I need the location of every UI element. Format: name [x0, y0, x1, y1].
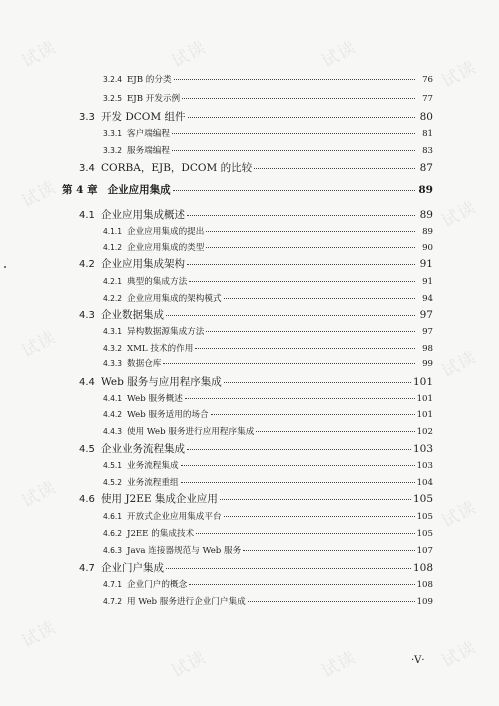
toc-page: 99: [422, 359, 433, 369]
toc-title: 使用 J2EE 集成企业应用: [101, 493, 218, 505]
leader-dots: [188, 117, 416, 118]
leader-dots: [224, 516, 415, 517]
toc-title: 企业业务流程集成: [101, 443, 185, 455]
toc-entry[interactable]: [103, 360, 433, 369]
leader-dots: [206, 331, 415, 332]
toc-entry[interactable]: [103, 328, 433, 337]
toc-page: 103: [416, 461, 433, 471]
toc-title: 企业门户集成: [101, 562, 164, 574]
toc-number: 4.6.1: [103, 512, 123, 521]
toc-title: 用 Web 服务进行企业门户集成: [127, 597, 246, 607]
toc-title: 使用 Web 服务进行应用程序集成: [127, 427, 255, 437]
leader-dots: [195, 348, 415, 349]
toc-number: 4.4.2: [103, 410, 123, 419]
leader-dots: [172, 133, 415, 134]
toc-number: 4.4: [79, 377, 95, 388]
leader-dots: [220, 499, 411, 500]
leader-dots: [166, 315, 415, 316]
leader-dots: [256, 431, 414, 432]
toc-title: 企业应用集成的提出: [127, 227, 205, 237]
toc-title: J2EE 的集成技术: [127, 529, 195, 539]
toc-page: 98: [422, 344, 433, 354]
toc-page: 87: [419, 162, 433, 174]
leader-dots: [196, 533, 414, 534]
toc-page: 97: [419, 309, 433, 321]
toc-title: EJB 开发示例: [127, 94, 181, 104]
leader-dots: [189, 584, 414, 585]
watermark: 试读: [18, 177, 60, 212]
leader-dots: [254, 168, 415, 169]
toc-number: 3.4: [79, 163, 95, 174]
toc-title: 异构数据源集成方法: [127, 327, 205, 337]
toc-entry[interactable]: [103, 295, 433, 304]
toc-page: 105: [412, 493, 433, 505]
scan-speck: [4, 266, 6, 268]
toc-page: 83: [422, 146, 433, 156]
watermark: 试读: [168, 37, 210, 72]
toc-number: 4.2: [79, 259, 95, 270]
toc-title: 企业应用集成的架构模式: [127, 294, 222, 304]
leader-dots: [166, 568, 411, 569]
toc-title: 企业应用集成架构: [101, 258, 185, 270]
toc-number: 3.3: [79, 112, 95, 123]
watermark: 试读: [438, 497, 480, 532]
leader-dots: [187, 215, 415, 216]
toc-chapter-entry[interactable]: [62, 185, 433, 196]
toc-number: 4.1.1: [103, 227, 123, 236]
toc-entry[interactable]: [103, 95, 433, 104]
watermark: 试读: [318, 647, 360, 682]
toc-title: 客户端编程: [127, 129, 170, 139]
toc-number: 4.1.2: [103, 243, 123, 252]
toc-page: 101: [412, 376, 433, 388]
toc-title: Web 服务概述: [127, 394, 183, 404]
toc-page: 107: [416, 546, 433, 556]
toc-page: 89: [419, 209, 433, 221]
toc-page: 94: [422, 294, 433, 304]
toc-entry[interactable]: [103, 228, 433, 237]
watermark: 试读: [318, 37, 360, 72]
toc-page: 81: [422, 129, 433, 139]
toc-chapter-number: 第 4 章: [62, 184, 98, 196]
leader-dots: [181, 465, 415, 466]
toc-number: 4.3.3: [103, 359, 123, 368]
toc-entry[interactable]: [103, 598, 433, 607]
toc-number: 4.5: [79, 444, 95, 455]
leader-dots: [173, 190, 415, 191]
toc-number: 3.2.5: [103, 94, 123, 103]
toc-entry[interactable]: [79, 563, 433, 574]
toc-entry[interactable]: [103, 345, 433, 354]
toc-page: 108: [416, 580, 433, 590]
toc-page: 101: [416, 394, 433, 404]
toc-title: Web 服务与应用程序集成: [101, 376, 222, 388]
toc-title: Java 连接器规范与 Web 服务: [127, 546, 242, 556]
leader-dots: [206, 231, 415, 232]
toc-number: 4.6.2: [103, 529, 123, 538]
leader-dots: [224, 298, 415, 299]
toc-title: 企业应用集成的类型: [127, 243, 205, 253]
toc-number: 4.7: [79, 563, 95, 574]
leader-dots: [182, 98, 415, 99]
watermark: 试读: [438, 197, 480, 232]
toc-title: CORBA，EJB，DCOM 的比较: [101, 162, 253, 174]
leader-dots: [206, 247, 415, 248]
toc-title: EJB 的分类: [127, 75, 172, 85]
toc-number: 4.7.2: [103, 597, 123, 606]
toc-number: 4.6: [79, 494, 95, 505]
leader-dots: [248, 601, 415, 602]
toc-number: 4.3.2: [103, 344, 123, 353]
toc-page: 89: [418, 184, 433, 196]
toc-page: 103: [412, 443, 433, 455]
leader-dots: [185, 398, 415, 399]
toc-page: 102: [416, 427, 433, 437]
toc-number: 3.3.2: [103, 146, 123, 155]
toc-number: 4.5.1: [103, 461, 123, 470]
toc-entry[interactable]: [79, 112, 433, 123]
toc-page: 104: [416, 478, 433, 488]
toc-entry[interactable]: [103, 130, 433, 139]
watermark: 试读: [18, 477, 60, 512]
toc-title: 典型的集成方法: [127, 277, 188, 287]
toc-entry[interactable]: [103, 278, 433, 287]
leader-dots: [211, 414, 415, 415]
toc-page: 76: [422, 75, 433, 85]
watermark: 试读: [18, 37, 60, 72]
toc-number: 3.2.4: [103, 75, 123, 84]
toc-page: 109: [416, 597, 433, 607]
toc-number: 4.3.1: [103, 327, 123, 336]
toc-page: 90: [422, 243, 433, 253]
watermark: 试读: [18, 617, 60, 652]
toc-entry[interactable]: [103, 147, 433, 156]
toc-number: 4.1: [79, 210, 95, 221]
leader-dots: [189, 281, 415, 282]
toc-page: 89: [422, 227, 433, 237]
toc-entry[interactable]: [103, 513, 433, 522]
leader-dots: [187, 449, 411, 450]
toc-entry[interactable]: [103, 395, 433, 404]
watermark: 试读: [438, 57, 480, 92]
leader-dots: [224, 382, 411, 383]
toc-entry[interactable]: [79, 163, 433, 174]
toc-entry[interactable]: [79, 494, 433, 505]
toc-entry[interactable]: [103, 462, 433, 471]
toc-number: 4.5.2: [103, 478, 123, 487]
toc-page: 105: [416, 512, 433, 522]
toc-title: 开发 DCOM 组件: [101, 111, 186, 123]
toc-page: 80: [419, 111, 433, 123]
toc-title: 企业应用集成概述: [101, 209, 185, 221]
toc-entry[interactable]: [103, 428, 433, 437]
toc-entry[interactable]: [103, 244, 433, 253]
toc-title: 服务端编程: [127, 146, 170, 156]
toc-title: XML 技术的作用: [127, 344, 194, 354]
toc-title: 企业数据集成: [101, 309, 164, 321]
toc-title: Web 服务适用的场合: [127, 410, 209, 420]
toc-number: 4.7.1: [103, 580, 123, 589]
leader-dots: [243, 550, 414, 551]
toc-number: 3.3.1: [103, 129, 123, 138]
toc-title: 企业门户的概念: [127, 580, 188, 590]
watermark: 试读: [438, 637, 480, 672]
toc-number: 4.4.3: [103, 427, 123, 436]
toc-page: 91: [419, 258, 433, 270]
leader-dots: [187, 264, 415, 265]
toc-entry[interactable]: [103, 76, 433, 85]
toc-number: 4.4.1: [103, 394, 123, 403]
toc-page: 97: [422, 327, 433, 337]
toc-entry[interactable]: [103, 530, 433, 539]
toc-title: 数据仓库: [127, 359, 162, 369]
toc-page: 77: [422, 94, 433, 104]
toc-title: 开放式企业应用集成平台: [127, 512, 222, 522]
toc-number: 4.6.3: [103, 546, 123, 555]
toc-entry[interactable]: [79, 210, 433, 221]
leader-dots: [172, 150, 415, 151]
watermark: 试读: [18, 327, 60, 362]
page-number: ·V·: [411, 655, 425, 666]
toc-entry[interactable]: [103, 547, 433, 556]
toc-number: 4.2.2: [103, 294, 123, 303]
toc-entry[interactable]: [79, 377, 433, 388]
toc-title: 业务流程集成: [127, 461, 179, 471]
toc-entry[interactable]: [79, 259, 433, 270]
leader-dots: [174, 79, 415, 80]
toc-page: 91: [422, 277, 433, 287]
toc-page: 101: [416, 410, 433, 420]
toc-entry[interactable]: [103, 411, 433, 420]
watermark: 试读: [168, 647, 210, 682]
watermark: 试读: [438, 347, 480, 382]
toc-entry[interactable]: [79, 444, 433, 455]
toc-entry[interactable]: [103, 581, 433, 590]
toc-page: 108: [412, 562, 433, 574]
toc-number: 4.3: [79, 310, 95, 321]
toc-page: 105: [416, 529, 433, 539]
toc-entry[interactable]: [103, 479, 433, 488]
toc-title: 企业应用集成: [107, 184, 171, 196]
leader-dots: [181, 482, 415, 483]
toc-number: 4.2.1: [103, 277, 123, 286]
toc-entry[interactable]: [79, 310, 433, 321]
toc-title: 业务流程重组: [127, 478, 179, 488]
leader-dots: [163, 363, 415, 364]
